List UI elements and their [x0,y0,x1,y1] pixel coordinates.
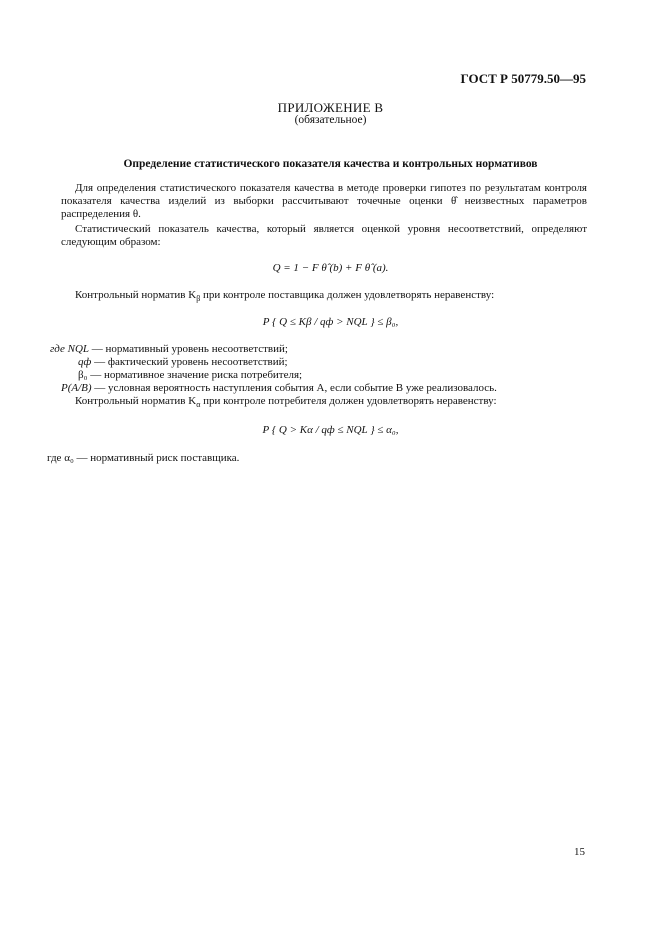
definition-text: — условная вероятность наступления события A, если событие B уже реализовалось. [91,382,497,394]
formula-supplier: P { Q ≤ Kβ / qф > NQL } ≤ β₀, [262,316,399,328]
definition-conditional-probability [50,382,497,395]
paragraph-supplier-norm [61,289,587,305]
paragraph-supplier-risk: где α₀ — нормативный риск поставщика. [47,452,240,464]
definition-text: — нормативное значение риска потребителя; [87,369,303,381]
paragraph-quality-indicator: Статистический показатель качества, который является оценкой уровня несоответствий, определяют следующим образом: [61,223,587,248]
consumer-norm-rest: при контроле потребителя должен удовлетворять неравенству: [200,395,497,407]
definition-qf [50,356,497,369]
paragraph-consumer-norm [61,395,587,411]
page-number: 15 [574,846,585,858]
definition-text: — фактический уровень несоответствий; [91,356,288,368]
definition-nql [50,343,497,356]
appendix-title: ПРИЛОЖЕНИЕ В [277,100,384,115]
consumer-norm-sub: α [196,400,201,410]
definition-term: qф [78,356,92,368]
formula-consumer: P { Q > Kα / qф ≤ NQL } ≤ α₀, [262,424,399,436]
supplier-norm-text: Контрольный норматив K [75,289,197,301]
paragraph-estimates: Для определения статистического показателя качества в методе проверки гипотез по результатам контроля показателя качества изделий из выборки рассчитывают точечные оценки θ̂ неизвестных параметров распределения θ. [61,182,587,220]
document-id-header: ГОСТ Р 50779.50—95 [460,71,586,86]
supplier-norm-sub: β [196,294,201,304]
consumer-norm-text: Контрольный норматив K [75,395,197,407]
definition-beta0 [50,369,497,382]
section-title: Определение статистического показателя качества и контрольных нормативов [123,158,538,170]
definition-term: β₀ [78,369,88,381]
definition-term: где NQL [50,343,90,355]
definition-text: — нормативный уровень несоответствий; [89,343,288,355]
supplier-norm-rest: при контроле поставщика должен удовлетворять неравенству: [200,289,495,301]
appendix-subtitle: (обязательное) [294,114,367,126]
definition-list [50,343,497,395]
definition-term: P(A/B) [61,382,92,394]
formula-q: Q = 1 − F θ̂ (b) + F θ̂ (a). [272,262,389,274]
